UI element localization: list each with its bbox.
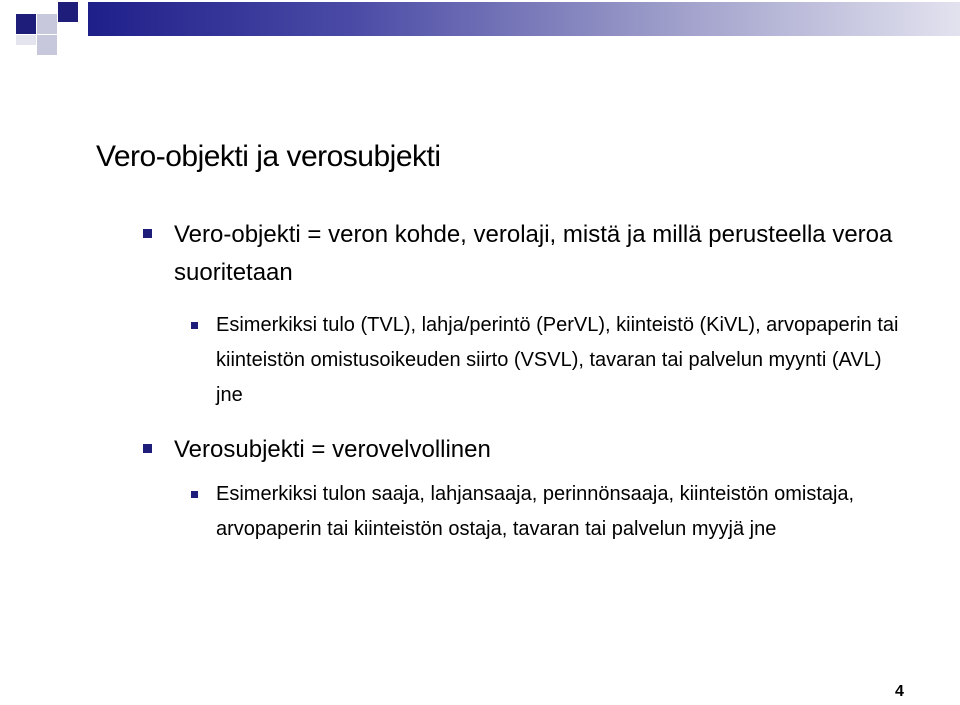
deco-square-light	[37, 14, 57, 34]
sub-bullet-square-icon	[191, 322, 198, 329]
header-decoration	[0, 0, 960, 60]
header-gradient-bar	[88, 2, 960, 36]
bullet-text-verosubjekti: Verosubjekti = verovelvollinen	[174, 436, 491, 463]
deco-square-light	[37, 35, 57, 55]
deco-square-dark	[16, 14, 36, 34]
deco-square-light	[16, 35, 36, 45]
bullet-square-icon	[143, 229, 152, 238]
bullet-square-icon	[143, 444, 152, 453]
bullet-text-vero-objekti: Vero-objekti = veron kohde, verolaji, mistä ja millä perusteella veroa suoritetaan	[174, 221, 893, 286]
sub-bullet-text-examples-objekti: Esimerkiksi tulo (TVL), lahja/perintö (PerVL), kiinteistö (KiVL), arvopaperin tai kiinteistön omistusoikeuden siirto (VSVL), tavaran tai palvelun myynti (AVL) jne	[216, 314, 899, 406]
deco-square-dark	[58, 2, 78, 22]
sub-bullet-square-icon	[191, 491, 198, 498]
page-number: 4	[895, 683, 904, 700]
slide-title: Vero-objekti ja verosubjekti	[96, 140, 441, 173]
sub-bullet-text-examples-subjekti: Esimerkiksi tulon saaja, lahjansaaja, perinnönsaaja, kiinteistön omistaja, arvopaperin tai kiinteistön ostaja, tavaran tai palvelun myyjä jne	[216, 483, 855, 540]
